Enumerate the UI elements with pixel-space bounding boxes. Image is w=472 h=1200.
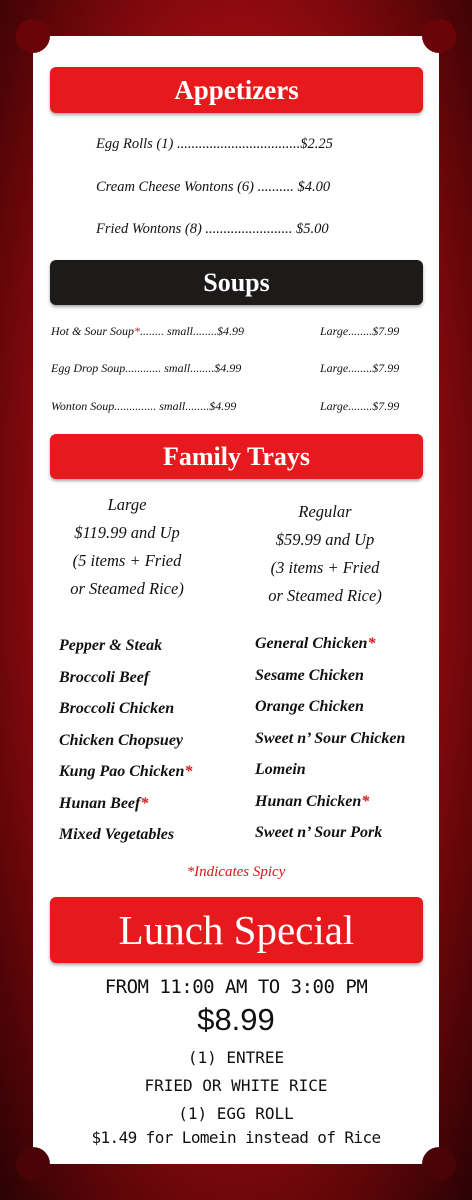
- tray-item: Hunan Beef*: [59, 794, 149, 812]
- appetizer-item: Cream Cheese Wontons (6) .......... $4.00: [96, 179, 331, 195]
- spicy-note: *Indicates Spicy: [186, 864, 286, 880]
- soup-small-price: ............ small........$4.99: [125, 361, 242, 375]
- large-tray-info: [47, 491, 207, 603]
- tray-item: Orange Chicken: [255, 698, 364, 715]
- lunch-price: $8.99: [197, 1002, 275, 1037]
- appetizers-banner: Appetizers: [50, 67, 423, 113]
- lunch-line: (1) ENTREE: [187, 1048, 285, 1067]
- lunch-line: (1) EGG ROLL: [178, 1104, 294, 1123]
- soup-name: Hot & Sour Soup: [51, 324, 135, 338]
- soup-small-price: .............. small........$4.99: [114, 399, 237, 413]
- soup-row-small: [51, 361, 241, 376]
- lunch-line: FRIED OR WHITE RICE: [144, 1076, 328, 1095]
- regular-tray-info: [245, 498, 405, 610]
- soup-name: Egg Drop Soup: [51, 361, 126, 375]
- lunch-hours: FROM 11:00 AM TO 3:00 PM: [104, 976, 368, 998]
- soups-banner: Soups: [50, 260, 423, 305]
- menu-card: [33, 36, 439, 1164]
- tray-item: Chicken Chopsuey: [59, 731, 184, 749]
- corner-notch: [422, 1147, 456, 1181]
- soup-large-price: Large........$7.99: [320, 324, 400, 338]
- family-trays-banner: Family Trays: [50, 434, 423, 479]
- soup-large-price: Large........$7.99: [320, 399, 400, 413]
- appetizer-item: Fried Wontons (8) ........................ $5.00: [96, 221, 329, 237]
- tray-item: Hunan Chicken*: [255, 792, 370, 810]
- regular-tray-desc: (3 items + Fried: [270, 558, 380, 577]
- soup-name: Wonton Soup: [51, 399, 115, 413]
- appetizer-item: Egg Rolls (1) ..................................$2.25: [96, 136, 333, 152]
- large-tray-desc: or Steamed Rice): [70, 579, 184, 598]
- tray-items-right: [255, 628, 405, 849]
- tray-item: Mixed Vegetables: [59, 826, 175, 843]
- soup-row-small: [51, 324, 244, 339]
- large-tray-label: Large: [107, 495, 147, 514]
- spicy-marker: *: [134, 324, 141, 338]
- regular-tray-price: $59.99 and Up: [275, 530, 375, 549]
- tray-item: Lomein: [255, 761, 306, 778]
- soup-small-price: ........ small........$4.99: [140, 324, 245, 338]
- lunch-special-banner: Lunch Special: [50, 897, 423, 963]
- corner-notch: [16, 1147, 50, 1181]
- corner-notch: [422, 19, 456, 53]
- lunch-lomein-note: $1.49 for Lomein instead of Rice: [91, 1128, 381, 1147]
- tray-item: Sweet n’ Sour Chicken: [255, 729, 406, 747]
- tray-item: Sweet n’ Sour Pork: [255, 824, 383, 841]
- tray-item: General Chicken*: [255, 635, 376, 652]
- tray-item: Broccoli Chicken: [59, 700, 175, 717]
- lunch-details: [33, 1044, 439, 1128]
- tray-item: Broccoli Beef: [59, 668, 150, 686]
- large-tray-price: $119.99 and Up: [74, 523, 180, 542]
- tray-item: Pepper & Steak: [59, 637, 163, 654]
- tray-item: Kung Pao Chicken*: [59, 763, 193, 780]
- regular-tray-desc: or Steamed Rice): [268, 586, 382, 605]
- soup-large-price: Large........$7.99: [320, 361, 400, 375]
- regular-tray-label: Regular: [298, 502, 352, 521]
- corner-notch: [16, 19, 50, 53]
- tray-item: Sesame Chicken: [255, 666, 364, 684]
- soup-row-small: [51, 399, 236, 414]
- large-tray-desc: (5 items + Fried: [72, 551, 182, 570]
- tray-items-left: [59, 630, 192, 851]
